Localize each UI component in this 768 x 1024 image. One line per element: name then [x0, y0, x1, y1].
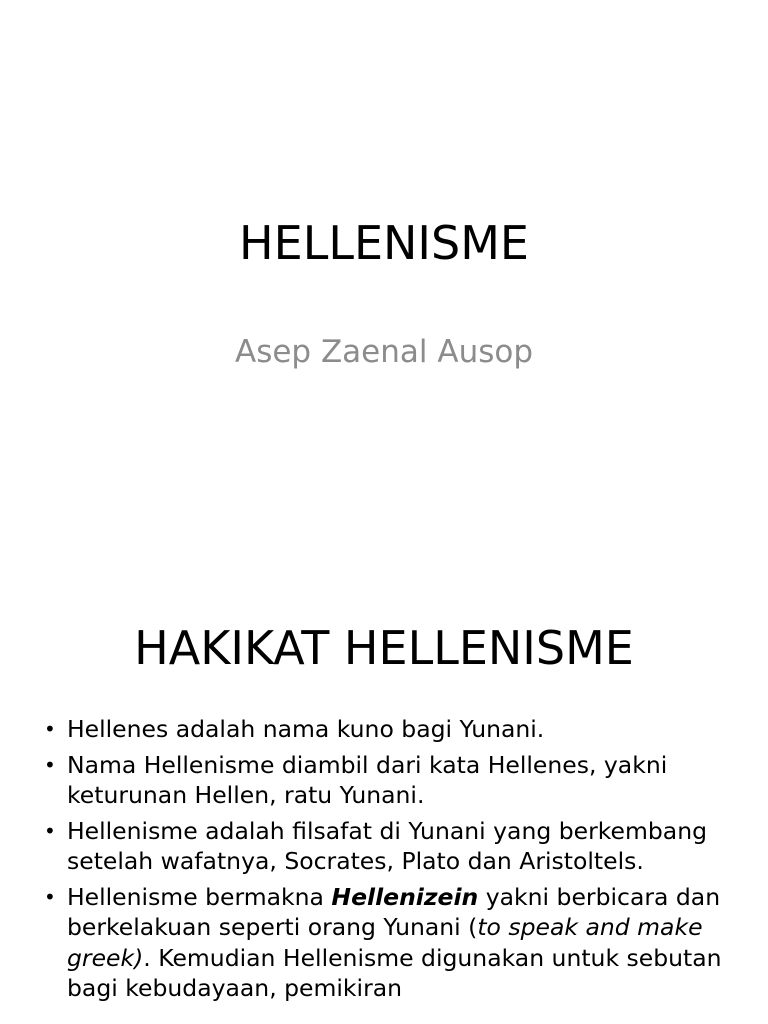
- bullet-text: [67, 883, 722, 1003]
- bullet-icon: •: [44, 717, 56, 741]
- bullet-italic-phrase: to speak and make greek): [67, 913, 703, 972]
- bullet-text-segment: yakni berbicara dan berkelakuan seperti orang Yunani (: [67, 882, 721, 941]
- bullet-text: Nama Hellenisme diambil dari kata Hellenes, yakni keturunan Hellen, ratu Yunani.: [67, 750, 668, 809]
- slide-subtitle: Asep Zaenal Ausop: [234, 334, 534, 370]
- bullet-item: [44, 816, 734, 877]
- slide-title: HELLENISME: [239, 216, 529, 270]
- bullet-item: [44, 714, 734, 745]
- bullet-item: [44, 882, 734, 1004]
- bullet-text-segment: . Kemudian Hellenisme digunakan untuk sebutan bagi kebudayaan, pemikiran: [67, 943, 722, 1002]
- slide-title: HAKIKAT HELLENISME: [134, 621, 634, 675]
- bullet-emphasis-term: Hellenizein: [331, 882, 479, 911]
- content-slide: [0, 576, 768, 1024]
- bullet-text: Hellenes adalah nama kuno bagi Yunani.: [67, 715, 545, 743]
- bullet-item: [44, 750, 734, 811]
- bullet-text: Hellenisme adalah filsafat di Yunani yang berkembang setelah wafatnya, Socrates, Plato dan Aristoltels.: [67, 816, 708, 875]
- bullet-text-segment: Hellenisme bermakna: [67, 882, 332, 911]
- bullet-icon: •: [44, 752, 56, 777]
- bullet-icon: •: [44, 884, 56, 909]
- bullet-icon: •: [44, 818, 56, 843]
- bullet-list: [44, 714, 734, 1009]
